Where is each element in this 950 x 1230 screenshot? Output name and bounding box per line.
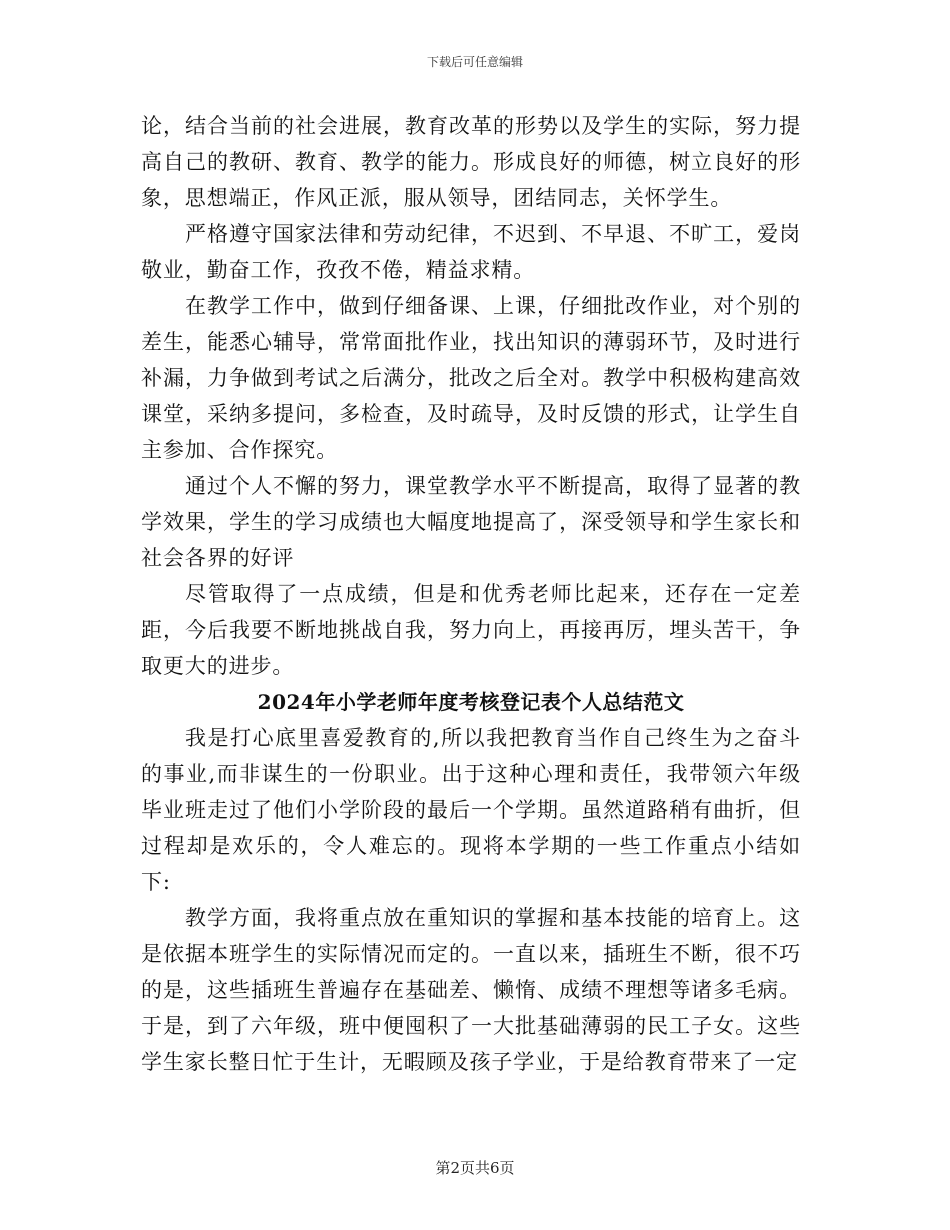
document-body — [141, 108, 801, 1080]
paragraph-7: 教学方面，我将重点放在重知识的掌握和基本技能的培育上。这是依据本班学生的实际情况而定的。一直以来，插班生不断，很不巧的是，这些插班生普遍存在基础差、懒惰、成绩不理想等诸多毛病。于是，到了六年级，班中便囤积了一大批基础薄弱的民工子女。这些学生家长整日忙于生计，无暇顾及孩子学业，于是给教育带来了一定 — [141, 906, 801, 1074]
paragraph-6: 我是打心底里喜爱教育的,所以我把教育当作自己终生为之奋斗的事业,而非谋生的一份职业。出于这种心理和责任，我带领六年级毕业班走过了他们小学阶段的最后一个学期。虽然道路稍有曲折，但过程却是欢乐的，令人难忘的。现将本学期的一些工作重点小结如下: — [141, 726, 801, 894]
paragraph-2: 严格遵守国家法律和劳动纪律，不迟到、不早退、不旷工，爱岗敬业，勤奋工作，孜孜不倦，精益求精。 — [141, 222, 801, 282]
section-title: 2024年小学老师年度考核登记表个人总结范文 — [257, 690, 685, 714]
page-number: 第2页共6页 — [435, 1159, 515, 1177]
paragraph-3: 在教学工作中，做到仔细备课、上课，仔细批改作业，对个别的差生，能悉心辅导，常常面批作业，找出知识的薄弱环节，及时进行补漏，力争做到考试之后满分，批改之后全对。教学中积极构建高效课堂，采纳多提问，多检查，及时疏导，及时反馈的形式，让学生自主参加、合作探究。 — [141, 294, 801, 462]
page-header-note: 下载后可任意编辑 — [426, 55, 523, 69]
paragraph-1: 论，结合当前的社会进展，教育改革的形势以及学生的实际，努力提高自己的教研、教育、教学的能力。形成良好的师德，树立良好的形象，思想端正，作风正派，服从领导，团结同志，关怀学生。 — [141, 114, 801, 210]
paragraph-5: 尽管取得了一点成绩，但是和优秀老师比起来，还存在一定差距，今后我要不断地挑战自我，努力向上，再接再厉，埋头苦干，争取更大的进步。 — [141, 582, 801, 678]
paragraph-4: 通过个人不懈的努力，课堂教学水平不断提高，取得了显著的教学效果，学生的学习成绩也大幅度地提高了，深受领导和学生家长和社会各界的好评 — [141, 474, 801, 570]
